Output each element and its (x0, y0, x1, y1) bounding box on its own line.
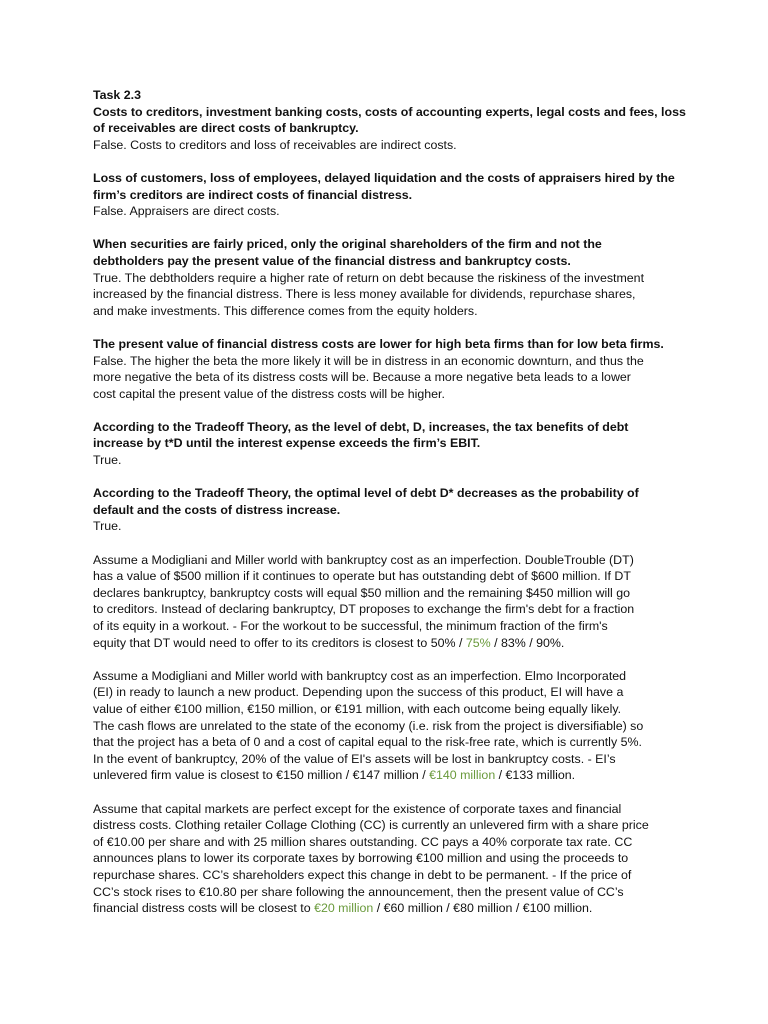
answer-line: False. Appraisers are direct costs. (93, 204, 280, 219)
question-line: that the project has a beta of 0 and a cost of capital equal to the risk-free rate, which is currently 5%. (93, 735, 642, 750)
question-9 (93, 801, 683, 917)
statement-line: According to the Tradeoff Theory, as the level of debt, D, increases, the tax benefits of debt (93, 419, 629, 434)
document-body (93, 87, 686, 917)
question-line: value of either €100 million, €150 million, or €191 million, with each outcome being equally likely. (93, 701, 622, 716)
statement-line: According to the Tradeoff Theory, the optimal level of debt D* decreases as the probability of (93, 486, 639, 501)
question-text: financial distress costs will be closest to (93, 901, 315, 916)
question-line: to creditors. Instead of declaring bankruptcy, DT proposes to exchange the firm's debt for a fraction (93, 602, 635, 617)
question-text: / €133 million. (495, 768, 576, 783)
question-line: In the event of bankruptcy, 20% of the value of EI's assets will be lost in bankruptcy costs. - EI’s (93, 751, 616, 766)
question-line: of €10.00 per share and with 25 million shares outstanding. CC pays a 40% corporate tax rate. CC (93, 834, 633, 849)
statement-line: increase by t*D until the interest expense exceeds the firm’s EBIT. (93, 436, 481, 451)
answer-line: and make investments. This difference comes from the equity holders. (93, 303, 478, 318)
question-last-line (93, 635, 683, 652)
statement-line: Loss of customers, loss of employees, delayed liquidation and the costs of appraisers hired by the (93, 170, 675, 185)
statement-3 (93, 236, 683, 319)
answer-line: True. (93, 453, 122, 468)
highlighted-answer: 75% (465, 635, 491, 650)
paragraph-gap (93, 220, 683, 237)
question-7 (93, 552, 683, 652)
answer-line: True. The debtholders require a higher rate of return on debt because the riskiness of the investment (93, 270, 645, 285)
question-text: / €60 million / €80 million / €100 million. (373, 901, 593, 916)
paragraph-gap (93, 153, 683, 170)
question-8 (93, 668, 683, 784)
statement-line: The present value of financial distress costs are lower for high beta firms than for low beta firms. (93, 336, 664, 351)
question-line: The cash flows are unrelated to the state of the economy (i.e. risk from the project is diversifiable) so (93, 718, 644, 733)
statement-line: of receivables are direct costs of bankruptcy. (93, 121, 359, 136)
answer-line: increased by the financial distress. There is less money available for dividends, repurchase shares, (93, 287, 636, 302)
answer-line: False. Costs to creditors and loss of receivables are indirect costs. (93, 137, 457, 152)
paragraph-gap (93, 535, 683, 552)
question-line: repurchase shares. CC’s shareholders expect this change in debt to be permanent. - If the price of (93, 867, 632, 882)
statement-line: default and the costs of distress increase. (93, 502, 341, 517)
highlighted-answer: €140 million (429, 768, 496, 783)
question-line: of its equity in a workout. - For the workout to be successful, the minimum fraction of the firm's (93, 619, 608, 633)
question-line: Assume that capital markets are perfect except for the existence of corporate taxes and financial (93, 801, 622, 816)
highlighted-answer: €20 million (314, 901, 374, 916)
statement-2 (93, 170, 683, 220)
question-line: distress costs. Clothing retailer Collage Clothing (CC) is currently an unlevered firm with a share price (93, 818, 649, 833)
question-line: has a value of $500 million if it continues to operate but has outstanding debt of $600 million. If DT (93, 569, 631, 584)
statement-line: debtholders pay the present value of the financial distress and bankruptcy costs. (93, 253, 571, 268)
question-last-line (93, 900, 683, 917)
question-line: (EI) in ready to launch a new product. Depending upon the success of this product, EI will have a (93, 685, 624, 700)
statement-line: firm’s creditors are indirect costs of financial distress. (93, 187, 413, 202)
task-title: Task 2.3 (93, 88, 141, 102)
answer-line: cost capital the present value of the distress costs will be higher. (93, 386, 445, 401)
statement-5 (93, 419, 683, 469)
statement-line: When securities are fairly priced, only the original shareholders of the firm and not the (93, 237, 602, 252)
statement-6 (93, 485, 683, 535)
statement-1 (93, 104, 686, 154)
answer-line: more negative the beta of its distress costs will be. Because a more negative beta leads to a lower (93, 370, 631, 385)
paragraph-gap (93, 469, 683, 486)
question-line: declares bankruptcy, bankruptcy costs will equal $50 million and the remaining $450 million will go (93, 585, 630, 600)
statement-line: Costs to creditors, investment banking costs, costs of accounting experts, legal costs and fees, loss (93, 104, 686, 119)
answer-line: True. (93, 519, 122, 534)
question-line: Assume a Modigliani and Miller world with bankruptcy cost as an imperfection. Elmo Incorporated (93, 668, 627, 683)
question-text: equity that DT would need to offer to its creditors is closest to 50% / (93, 635, 466, 650)
question-line: announces plans to lower its corporate taxes by borrowing €100 million and using the proceeds to (93, 851, 629, 866)
paragraph-gap (93, 319, 683, 336)
question-text: unlevered firm value is closest to €150 million / €147 million / (93, 768, 430, 783)
question-last-line (93, 767, 683, 784)
statement-4 (93, 336, 683, 402)
paragraph-gap (93, 651, 683, 668)
question-line: CC’s stock rises to €10.80 per share following the announcement, then the present value of CC’s (93, 884, 624, 899)
answer-line: False. The higher the beta the more likely it will be in distress in an economic downturn, and thus the (93, 353, 644, 368)
paragraph-gap (93, 784, 683, 801)
question-line: Assume a Modigliani and Miller world with bankruptcy cost as an imperfection. DoubleTrouble (DT) (93, 552, 634, 567)
question-text: / 83% / 90%. (490, 635, 565, 650)
paragraph-gap (93, 402, 683, 419)
